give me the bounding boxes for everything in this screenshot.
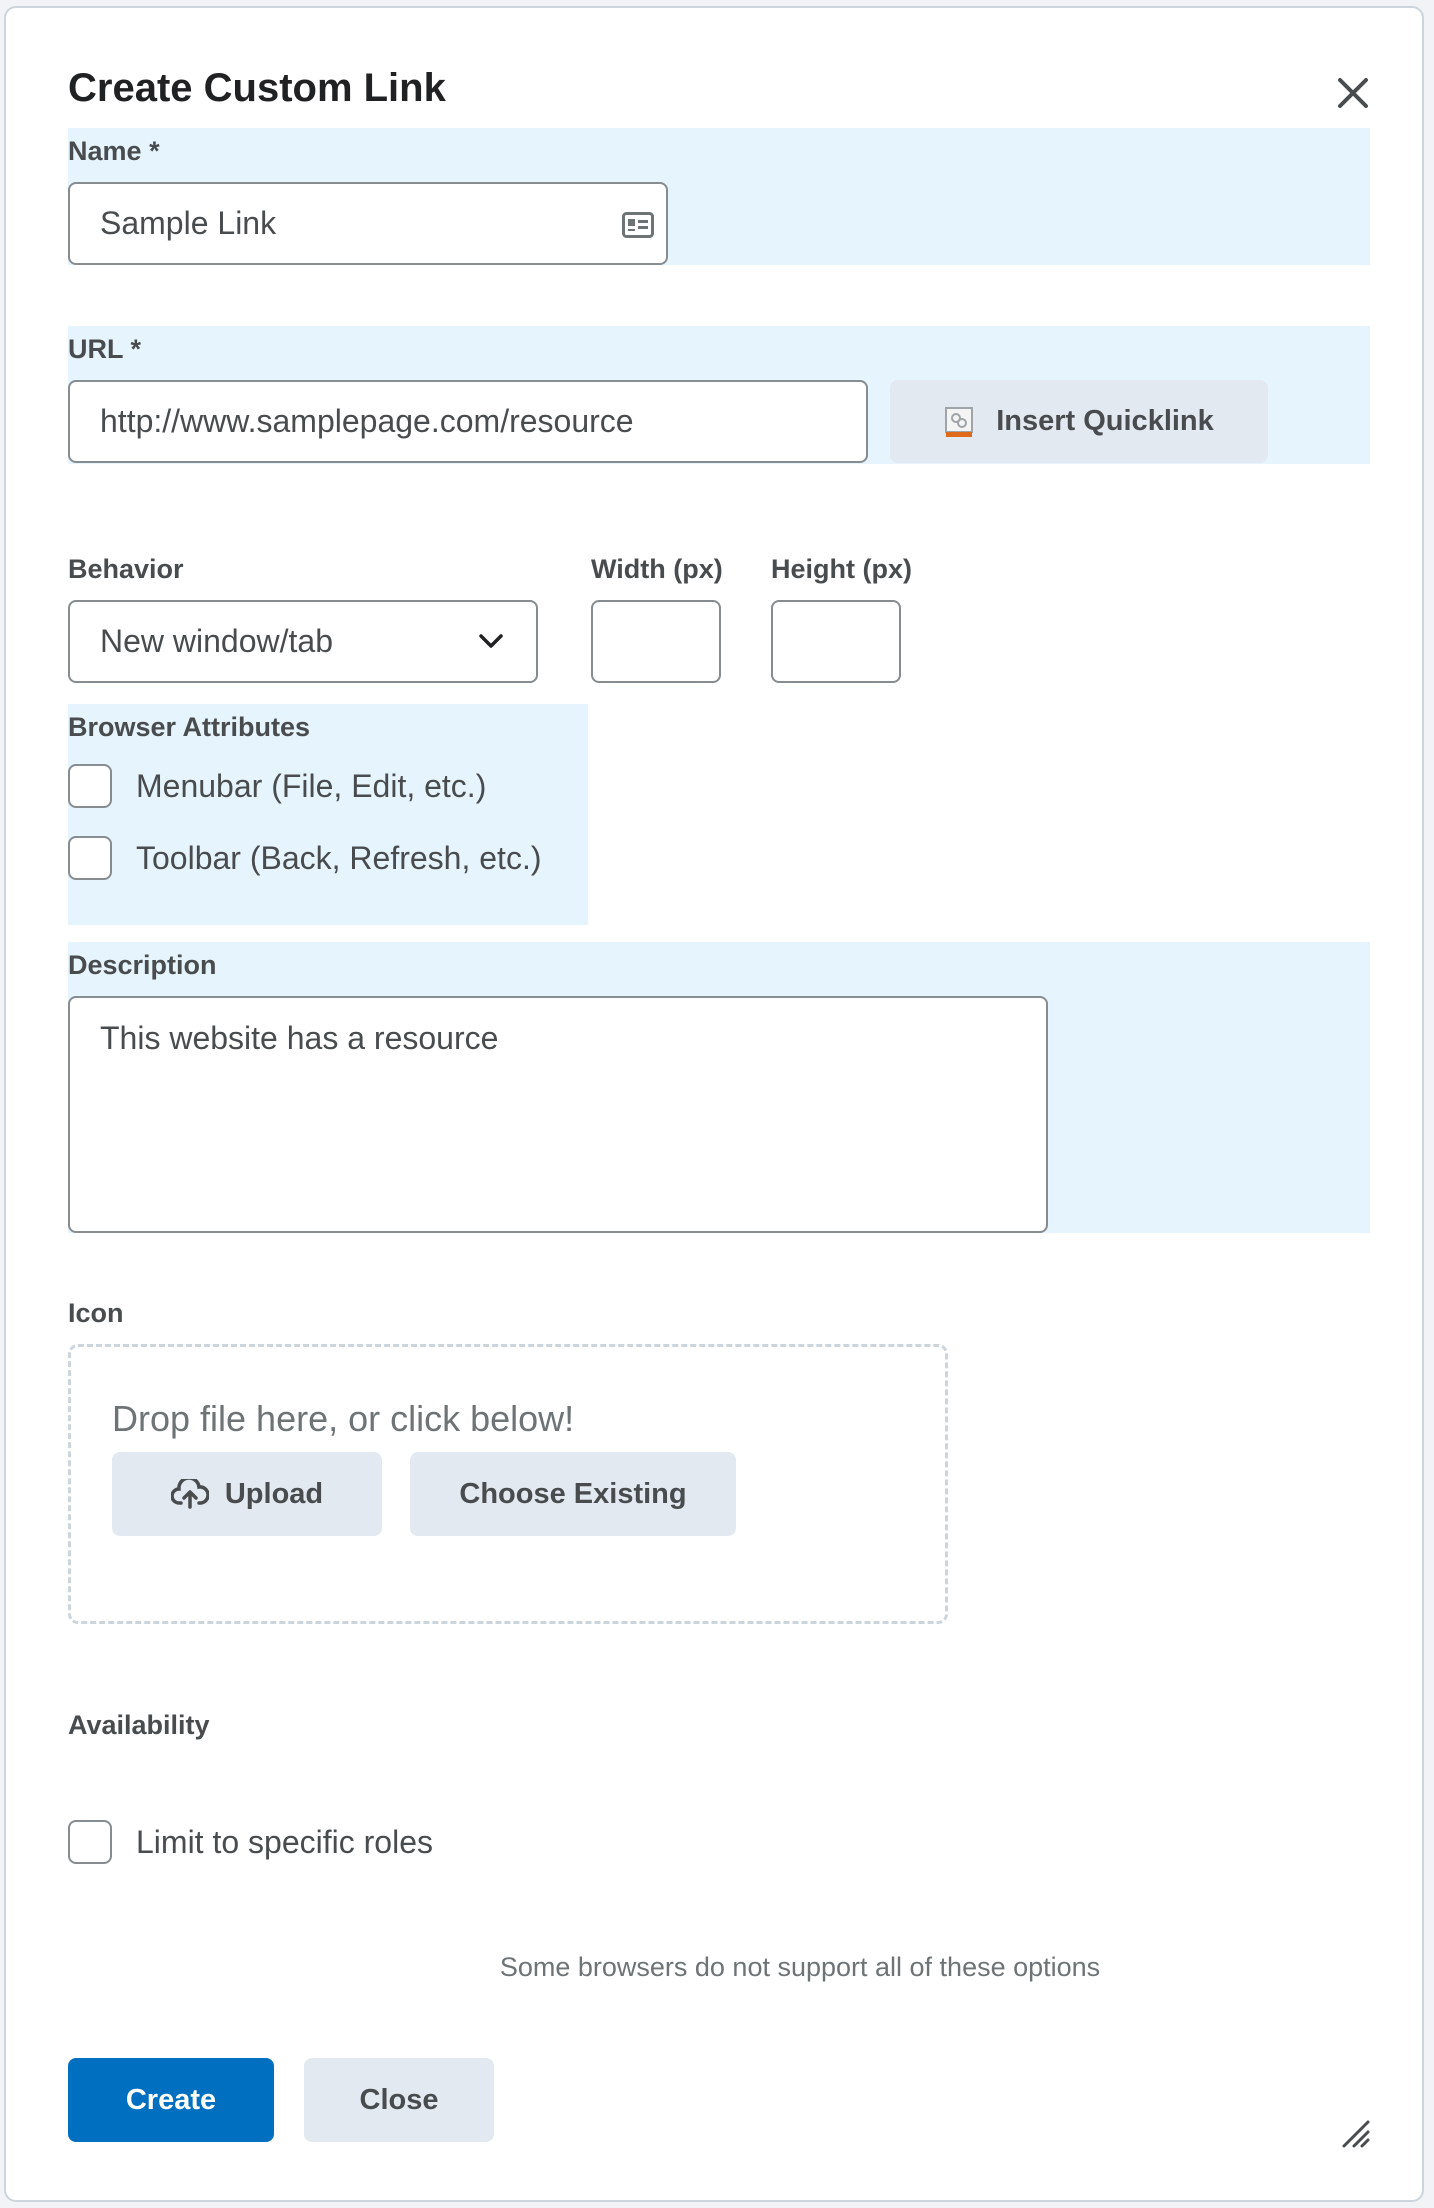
behavior-select[interactable]: [68, 600, 538, 683]
limit-roles-label[interactable]: Limit to specific roles: [136, 1824, 433, 1860]
create-button[interactable]: [68, 2058, 274, 2142]
width-input[interactable]: [591, 600, 721, 683]
create-button-label: Create: [125, 2083, 217, 2116]
name-input-value: Sample Link: [100, 205, 277, 241]
close-button-label: Close: [359, 2083, 439, 2116]
availability-label: Availability: [68, 1710, 210, 1740]
height-input[interactable]: [771, 600, 901, 683]
upload-cloud-icon: [171, 1479, 209, 1509]
name-input[interactable]: [68, 182, 668, 265]
width-label: Width (px): [591, 554, 723, 584]
name-label: Name *: [68, 136, 160, 166]
choose-existing-label: Choose Existing: [459, 1477, 687, 1510]
description-value: This website has a resource: [100, 1020, 499, 1056]
upload-button[interactable]: [112, 1452, 382, 1536]
behavior-selected-value: New window/tab: [100, 623, 333, 659]
url-input-value: http://www.samplepage.com/resource: [100, 403, 634, 439]
limit-roles-checkbox[interactable]: [68, 1820, 112, 1864]
insert-quicklink-button[interactable]: [890, 380, 1268, 463]
toolbar-checkbox[interactable]: [68, 836, 112, 880]
quicklink-icon: [944, 406, 974, 438]
toolbar-checkbox-label[interactable]: Toolbar (Back, Refresh, etc.): [136, 840, 542, 876]
height-label: Height (px): [771, 554, 912, 584]
contact-card-icon[interactable]: [622, 212, 654, 238]
url-label: URL *: [68, 334, 142, 364]
behavior-label: Behavior: [68, 554, 184, 584]
close-button[interactable]: [304, 2058, 494, 2142]
browser-attributes-label: Browser Attributes: [68, 712, 311, 742]
menubar-checkbox[interactable]: [68, 764, 112, 808]
create-custom-link-dialog: [4, 6, 1424, 2202]
dialog-title: Create Custom Link: [68, 66, 446, 110]
url-input[interactable]: [68, 380, 868, 463]
upload-label: Upload: [224, 1477, 324, 1510]
resize-grip-icon[interactable]: [1340, 2118, 1372, 2150]
chevron-down-icon: [478, 632, 504, 650]
choose-existing-button[interactable]: [410, 1452, 736, 1536]
browser-support-note: [6, 1952, 1434, 1983]
required-marker: *: [149, 136, 160, 166]
browser-support-note-text: Some browsers do not support all of these options: [499, 1952, 1101, 1982]
insert-quicklink-label: Insert Quicklink: [996, 405, 1214, 437]
close-icon[interactable]: [1334, 74, 1372, 112]
icon-label: Icon: [68, 1298, 124, 1328]
required-marker: *: [130, 334, 142, 364]
dropzone-text: Drop file here, or click below!: [112, 1398, 575, 1439]
description-textarea[interactable]: [68, 996, 1048, 1233]
description-label: Description: [68, 950, 217, 980]
menubar-checkbox-label[interactable]: Menubar (File, Edit, etc.): [136, 768, 487, 804]
